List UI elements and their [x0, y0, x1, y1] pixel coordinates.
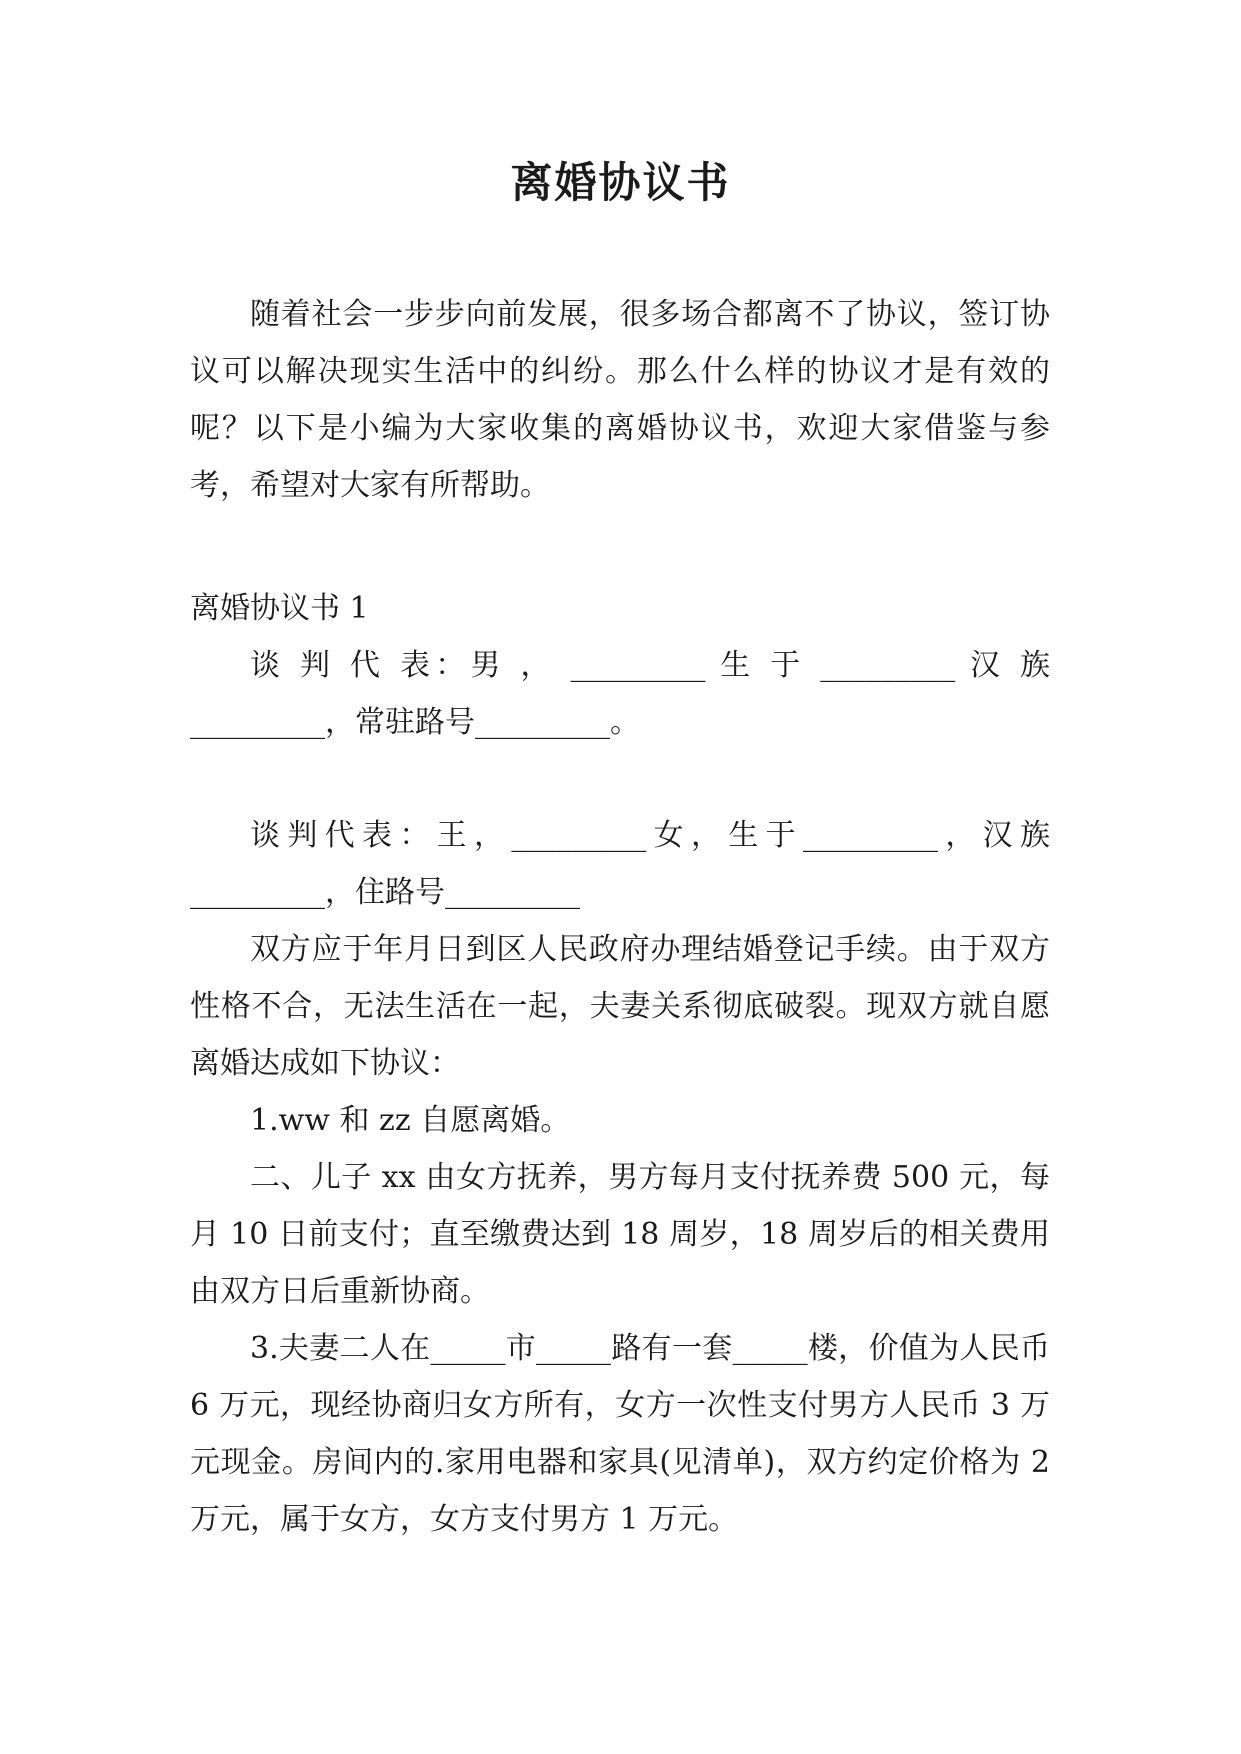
- female-representative-line-2: _________，住路号_________: [190, 875, 580, 910]
- clause-3: 3.夫妻二人在_____市_____路有一套_____楼，价值为人民币 6 万元，现经协商归女方所有，女方一次性支付男方人民币 3 万元现金。房间内的.家用电器和家具(见清单)，双方约定价格为 2 万元，属于女方，女方支付男方 1 万元。: [190, 1331, 1050, 1537]
- intro-section: [190, 286, 1050, 514]
- agreement-section-1: [190, 580, 1050, 1548]
- clause-2: 二、儿子 xx 由女方抚养，男方每月支付抚养费 500 元，每月 10 日前支付；直至缴费达到 18 周岁，18 周岁后的相关费用由双方日后重新协商。: [190, 1160, 1050, 1309]
- male-representative-line-1: [190, 637, 1050, 694]
- male-representative-line-2: _________，常驻路号_________。: [190, 705, 640, 740]
- male-representative-text: 谈 判 代 表：男 ， _________ 生 于 _________ 汉 族: [250, 648, 1050, 683]
- agreement-body: [190, 921, 1050, 1548]
- female-representative-line-1: [190, 807, 1050, 864]
- section-heading: 离婚协议书 1: [190, 591, 369, 626]
- clause-1: 1.ww 和 zz 自愿离婚。: [250, 1103, 571, 1138]
- female-representative-text: 谈判代表：王，_________女，生于_________，汉族: [250, 818, 1050, 853]
- marriage-paragraph: 双方应于年月日到区人民政府办理结婚登记手续。由于双方性格不合，无法生活在一起，夫妻关系彻底破裂。现双方就自愿离婚达成如下协议：: [190, 932, 1050, 1081]
- intro-paragraph: 随着社会一步步向前发展，很多场合都离不了协议，签订协议可以解决现实生活中的纠纷。那么什么样的协议才是有效的呢？以下是小编为大家收集的离婚协议书，欢迎大家借鉴与参考，希望对大家有所帮助。: [190, 297, 1050, 503]
- document-title: 离婚协议书: [510, 158, 731, 207]
